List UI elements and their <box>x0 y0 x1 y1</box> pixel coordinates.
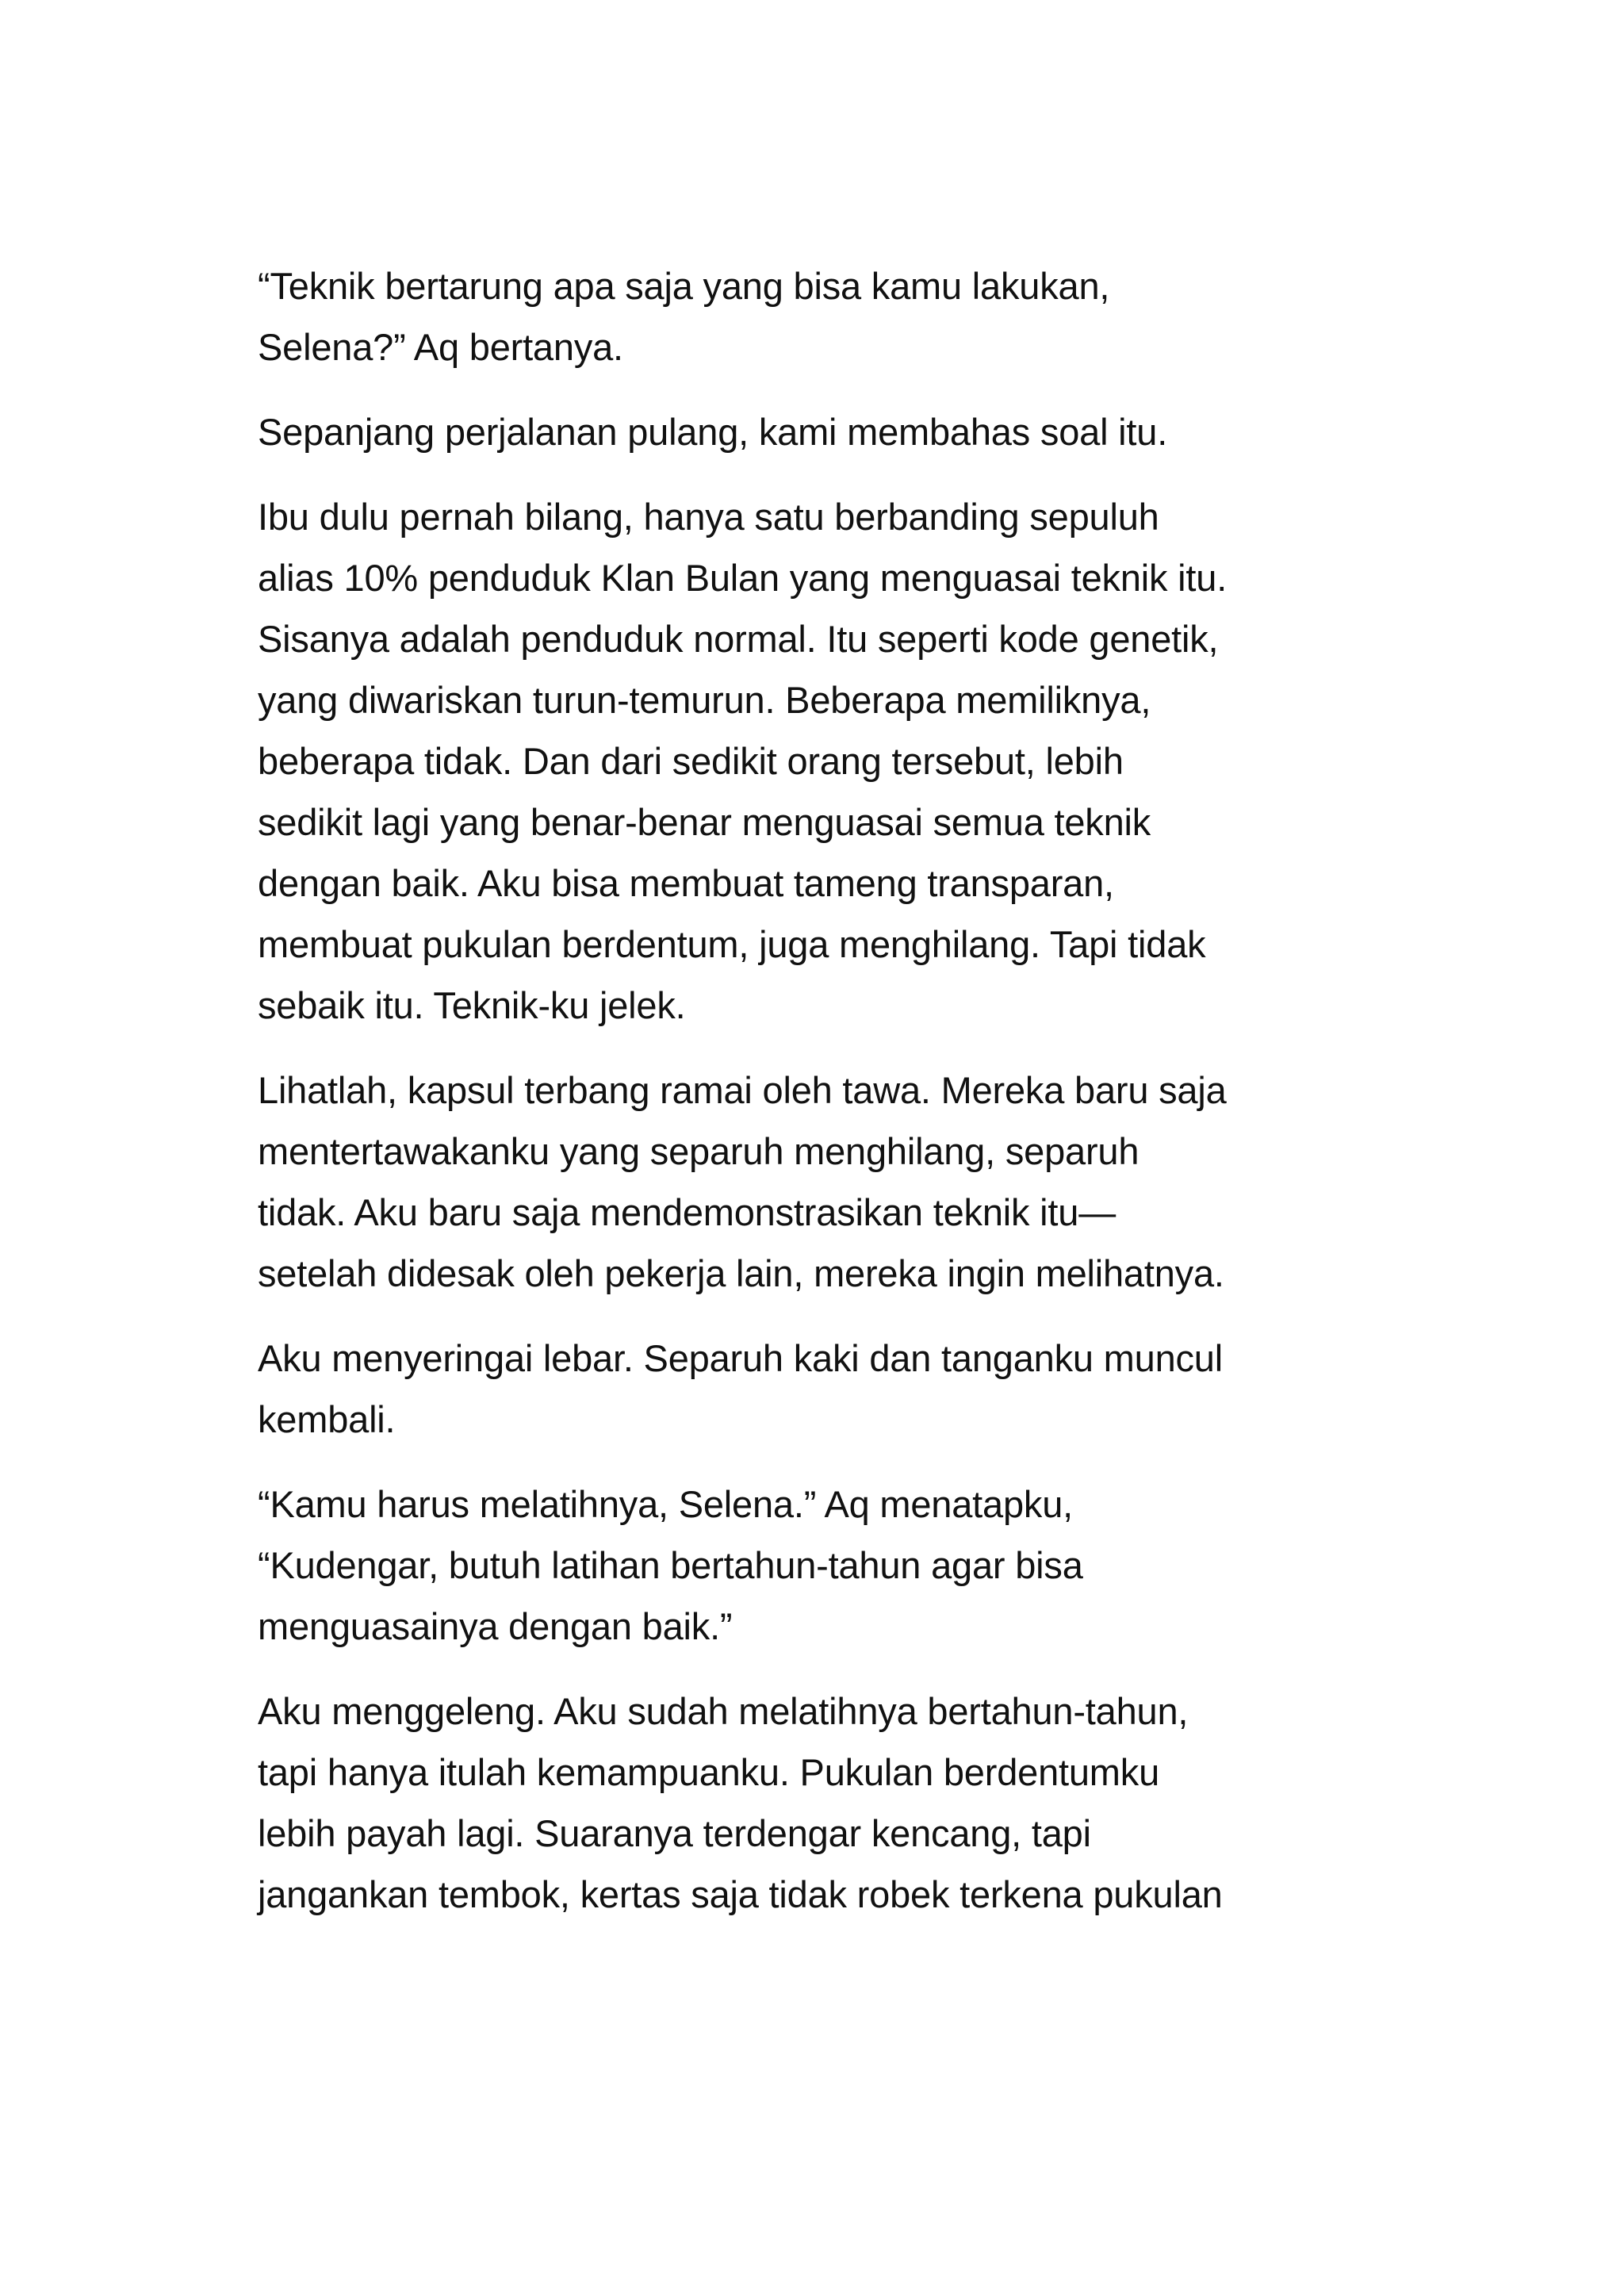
text-line: mentertawakanku yang separuh menghilang, separuh <box>258 1130 1139 1172</box>
text-line: sedikit lagi yang benar-benar menguasai semua teknik <box>258 801 1151 843</box>
text-line: menguasainya dengan baik.” <box>258 1605 733 1647</box>
text-line: membuat pukulan berdentum, juga menghilang. Tapi tidak <box>258 923 1206 965</box>
text-line: Aku menggeleng. Aku sudah melatihnya bertahun-tahun, <box>258 1690 1189 1732</box>
text-line: yang diwariskan turun-temurun. Beberapa memiliknya, <box>258 679 1151 721</box>
text-line: Sepanjang perjalanan pulang, kami membahas soal itu. <box>258 411 1168 453</box>
paragraph <box>258 401 1415 462</box>
paragraph <box>258 1328 1415 1450</box>
body-text <box>258 255 1415 1949</box>
text-line: beberapa tidak. Dan dari sedikit orang tersebut, lebih <box>258 740 1124 782</box>
paragraph <box>258 1474 1415 1657</box>
text-line: setelah didesak oleh pekerja lain, mereka ingin melihatnya. <box>258 1252 1224 1294</box>
paragraph <box>258 255 1415 378</box>
text-line: Selena?” Aq bertanya. <box>258 326 623 368</box>
text-line: lebih payah lagi. Suaranya terdengar kencang, tapi <box>258 1812 1091 1854</box>
text-line: jangankan tembok, kertas saja tidak robek terkena pukulan <box>258 1873 1223 1915</box>
text-line: tapi hanya itulah kemampuanku. Pukulan berdentumku <box>258 1751 1160 1793</box>
text-line: dengan baik. Aku bisa membuat tameng transparan, <box>258 862 1114 904</box>
text-line: kembali. <box>258 1398 396 1440</box>
text-line: Aku menyeringai lebar. Separuh kaki dan tanganku muncul <box>258 1337 1223 1379</box>
text-line: “Teknik bertarung apa saja yang bisa kamu lakukan, <box>258 265 1110 307</box>
text-line: “Kamu harus melatihnya, Selena.” Aq menatapku, <box>258 1483 1073 1525</box>
text-line: tidak. Aku baru saja mendemonstrasikan teknik itu— <box>258 1191 1116 1233</box>
text-line: “Kudengar, butuh latihan bertahun-tahun agar bisa <box>258 1544 1083 1586</box>
paragraph <box>258 1060 1415 1304</box>
paragraph <box>258 1681 1415 1925</box>
text-line: Ibu dulu pernah bilang, hanya satu berbanding sepuluh <box>258 496 1159 538</box>
text-line: Lihatlah, kapsul terbang ramai oleh tawa. Mereka baru saja <box>258 1069 1227 1111</box>
text-line: sebaik itu. Teknik-ku jelek. <box>258 984 686 1026</box>
paragraph <box>258 486 1415 1036</box>
text-line: Sisanya adalah penduduk normal. Itu seperti kode genetik, <box>258 618 1219 660</box>
text-line: alias 10% penduduk Klan Bulan yang menguasai teknik itu. <box>258 557 1228 599</box>
